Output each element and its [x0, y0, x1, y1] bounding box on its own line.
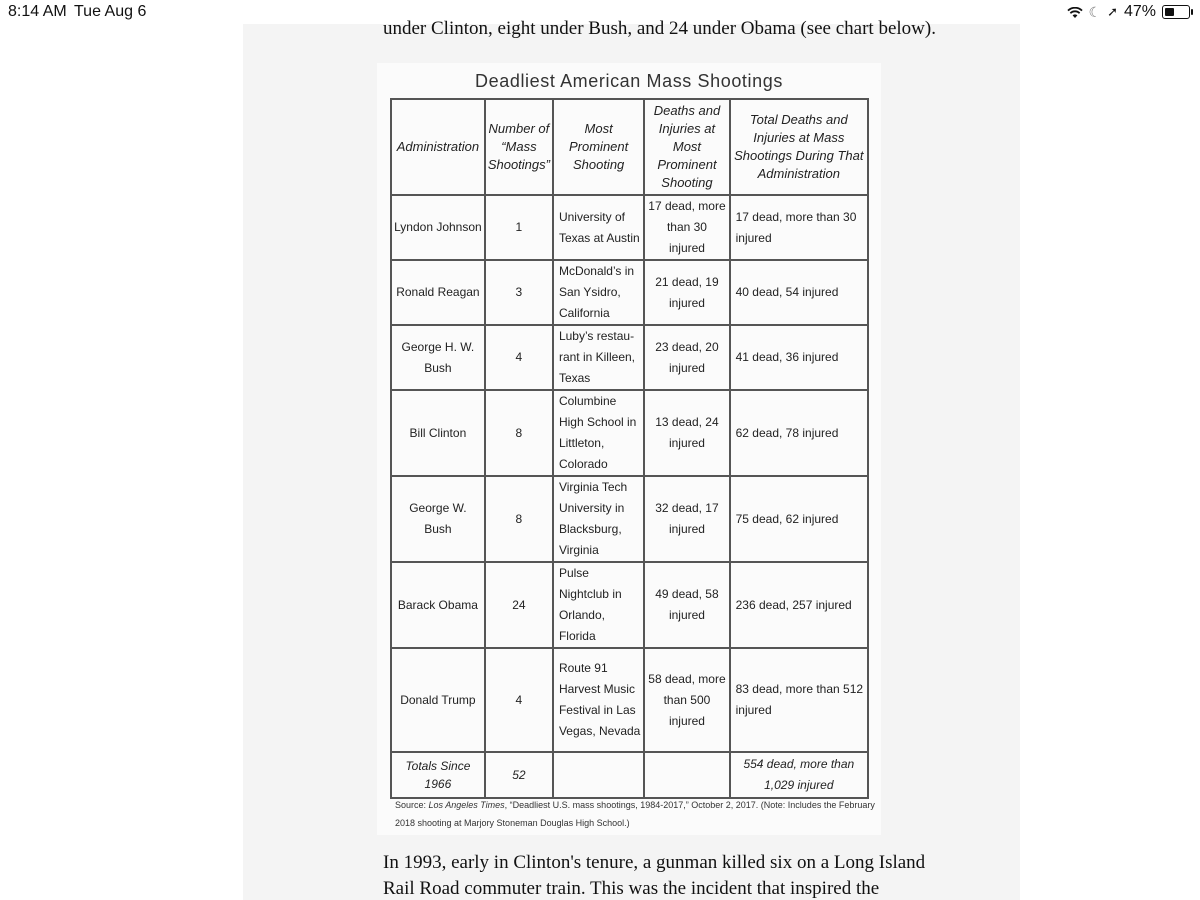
- totals-label: Totals Since 1966: [391, 752, 485, 798]
- article-text-bottom-1: In 1993, early in Clinton's tenure, a gunman killed six on a Long Island: [383, 852, 926, 873]
- status-date: Tue Aug 6: [74, 3, 147, 20]
- status-time: 8:14 AM: [8, 3, 67, 20]
- battery-percent: 47%: [1123, 3, 1156, 20]
- total-deaths-cell: 40 dead, 54 injured: [730, 260, 868, 325]
- count-cell: 8: [485, 476, 553, 562]
- total-deaths-cell: 83 dead, more than 512 injured: [730, 648, 868, 752]
- wifi-icon: [1067, 6, 1083, 18]
- most-deaths-cell: 49 dead, 58 injured: [644, 562, 729, 648]
- do-not-disturb-moon-icon: ☾: [1088, 3, 1102, 20]
- shooting-cell: Luby’s restau-rant in Killeen, Texas: [553, 325, 644, 390]
- totals-row: [391, 752, 868, 798]
- battery-level-fill: [1165, 8, 1174, 16]
- table-row: [391, 648, 868, 752]
- totals-empty-cell: [644, 752, 729, 798]
- most-deaths-cell: 21 dead, 19 injured: [644, 260, 729, 325]
- header-total-deaths: Total Deaths and Injuries at Mass Shootings During That Administration: [730, 99, 868, 195]
- count-cell: 8: [485, 390, 553, 476]
- most-deaths-cell: 58 dead, more than 500 injured: [644, 648, 729, 752]
- header-number: Number of “Mass Shootings”: [485, 99, 553, 195]
- chart-figure: [377, 63, 881, 835]
- status-indicators: [1067, 3, 1191, 21]
- source-note: [395, 796, 875, 832]
- administration-cell: Bill Clinton: [391, 390, 485, 476]
- article-text-top: under Clinton, eight under Bush, and 24 under Obama (see chart below).: [383, 18, 936, 39]
- totals-count: 52: [485, 752, 553, 798]
- administration-cell: George H. W. Bush: [391, 325, 485, 390]
- table-header-row: [391, 99, 868, 195]
- battery-icon: [1162, 5, 1190, 19]
- most-deaths-cell: 13 dead, 24 injured: [644, 390, 729, 476]
- table-row: [391, 390, 868, 476]
- total-deaths-cell: 62 dead, 78 injured: [730, 390, 868, 476]
- total-deaths-cell: 236 dead, 257 injured: [730, 562, 868, 648]
- total-deaths-cell: 75 dead, 62 injured: [730, 476, 868, 562]
- table-row: [391, 562, 868, 648]
- shooting-cell: Virginia Tech University in Blacksburg, Virginia: [553, 476, 644, 562]
- totals-total: 554 dead, more than 1,029 injured: [730, 752, 868, 798]
- shootings-table: [390, 98, 869, 799]
- total-deaths-cell: 41 dead, 36 injured: [730, 325, 868, 390]
- shooting-cell: University of Texas at Austin: [553, 195, 644, 260]
- administration-cell: Lyndon Johnson: [391, 195, 485, 260]
- table-row: [391, 195, 868, 260]
- most-deaths-cell: 23 dead, 20 injured: [644, 325, 729, 390]
- shooting-cell: Route 91 Harvest Music Festival in Las Vegas, Nevada: [553, 648, 644, 752]
- header-shooting: Most Prominent Shooting: [553, 99, 644, 195]
- source-details: , “Deadliest U.S. mass shootings, 1984-2017,” October 2, 2017. (Note: Includes the February 2018 shooting at Marjory Stoneman Douglas High School.): [395, 800, 875, 828]
- shooting-cell: Columbine High School in Littleton, Colorado: [553, 390, 644, 476]
- shooting-cell: Pulse Nightclub in Orlando, Florida: [553, 562, 644, 648]
- source-prefix: Source:: [395, 800, 429, 810]
- table-row: [391, 476, 868, 562]
- location-arrow-icon: ➚: [1107, 4, 1118, 19]
- most-deaths-cell: 32 dead, 17 injured: [644, 476, 729, 562]
- count-cell: 4: [485, 648, 553, 752]
- table-body: [391, 195, 868, 752]
- shooting-cell: McDonald’s in San Ysidro, California: [553, 260, 644, 325]
- administration-cell: Ronald Reagan: [391, 260, 485, 325]
- table-row: [391, 260, 868, 325]
- most-deaths-cell: 17 dead, more than 30 injured: [644, 195, 729, 260]
- source-publication: Los Angeles Times: [428, 800, 505, 810]
- article-text-bottom-2: Rail Road commuter train. This was the incident that inspired the: [383, 878, 880, 899]
- count-cell: 3: [485, 260, 553, 325]
- table-row: [391, 325, 868, 390]
- count-cell: 24: [485, 562, 553, 648]
- header-most-deaths: Deaths and Injuries at Most Prominent Shooting: [644, 99, 729, 195]
- figure-title: Deadliest American Mass Shootings: [475, 71, 783, 91]
- administration-cell: Donald Trump: [391, 648, 485, 752]
- total-deaths-cell: 17 dead, more than 30 injured: [730, 195, 868, 260]
- totals-empty-cell: [553, 752, 644, 798]
- administration-cell: George W. Bush: [391, 476, 485, 562]
- count-cell: 1: [485, 195, 553, 260]
- count-cell: 4: [485, 325, 553, 390]
- administration-cell: Barack Obama: [391, 562, 485, 648]
- header-administration: Administration: [391, 99, 485, 195]
